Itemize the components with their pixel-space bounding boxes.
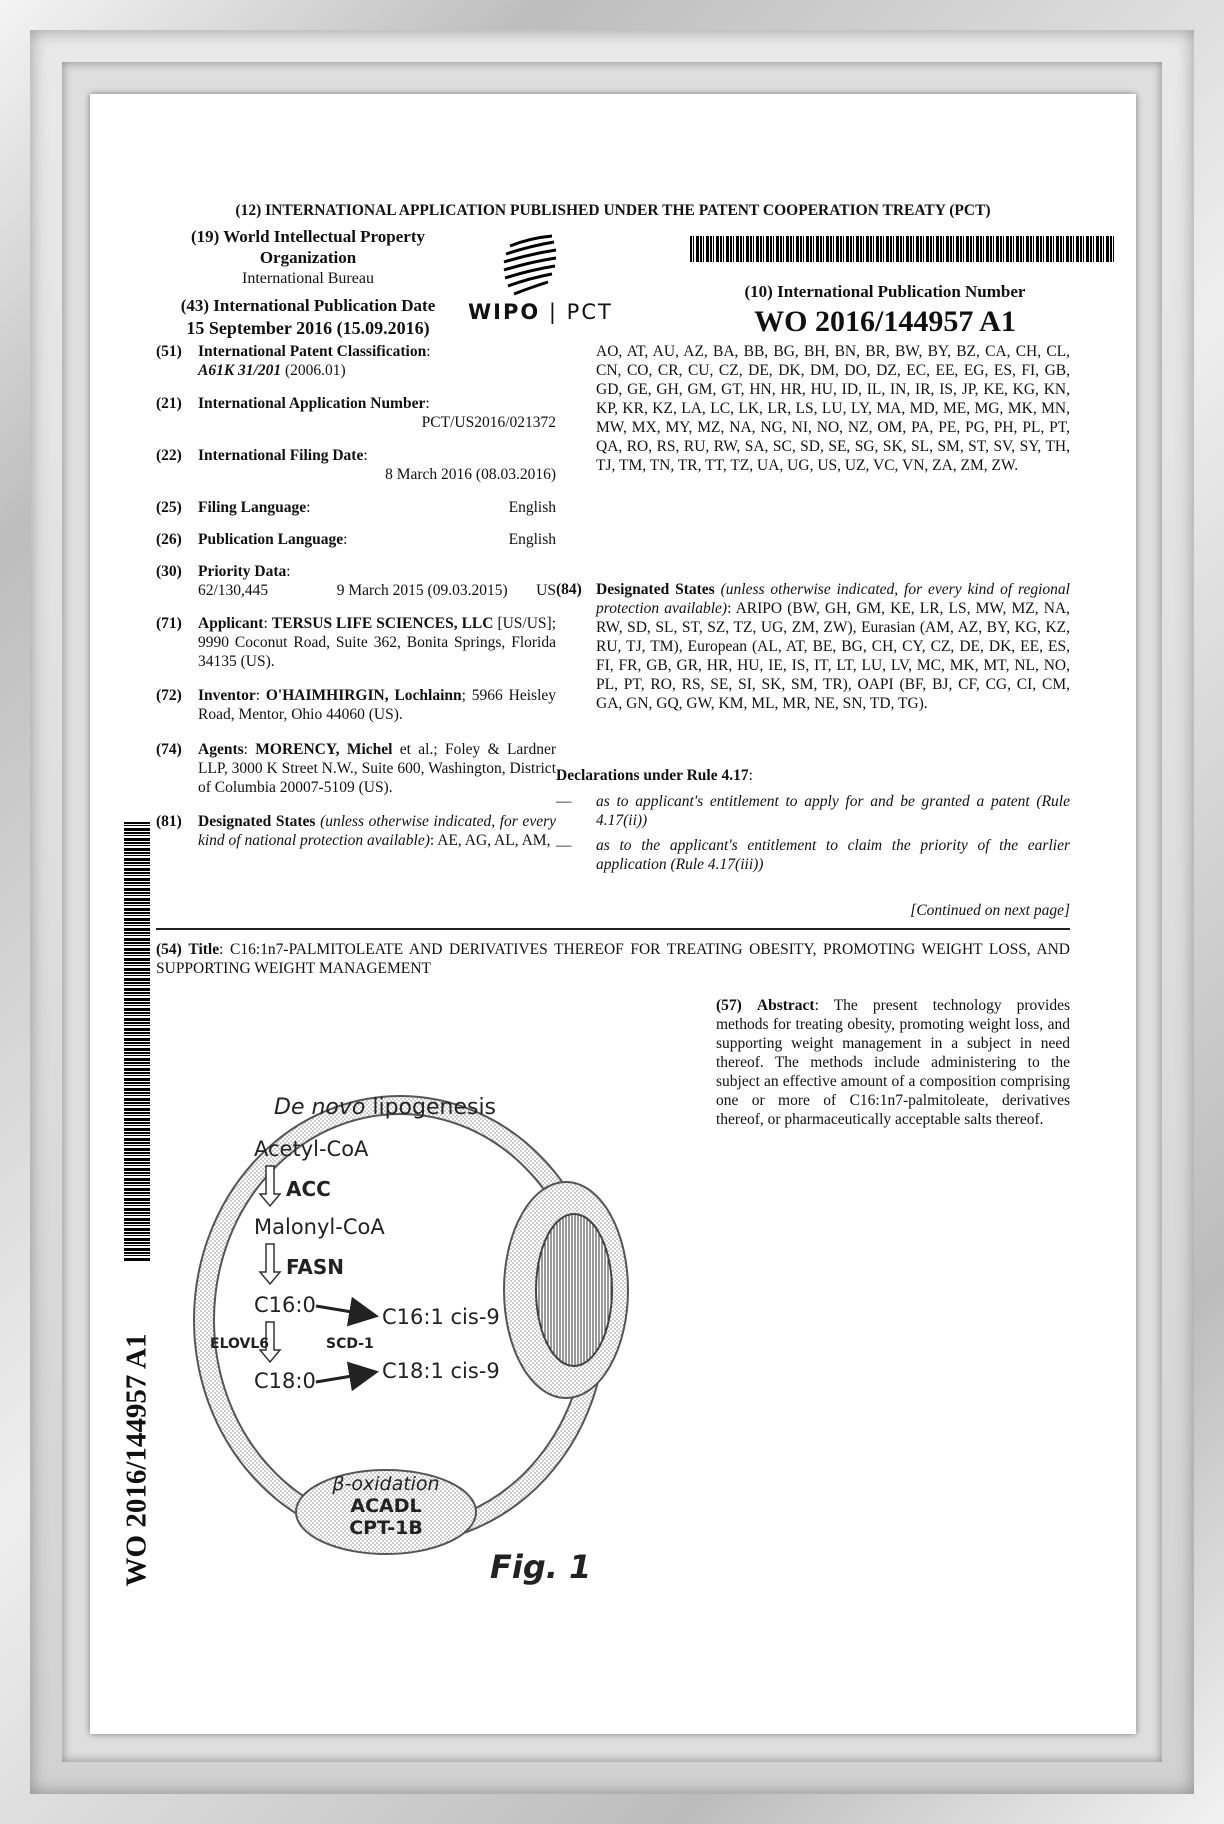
- agent-name: MORENCY, Michel: [255, 741, 393, 758]
- field-22-label: International Filing Date: [198, 447, 364, 464]
- field-22-num: (22): [156, 447, 182, 464]
- field-74-label: Agents: [198, 741, 244, 758]
- abstract-num: (57): [716, 997, 742, 1014]
- title-text: C16:1n7-PALMITOLEATE AND DERIVATIVES THEREOF FOR TREATING OBESITY, PROMOTING WEIGHT LOSS, AND SUPPORTING WEIGHT MANAGEMENT: [156, 941, 1070, 977]
- field-21: (21) International Application Number: PCT/US2016/021372: [156, 395, 556, 431]
- filing-language: English: [508, 499, 556, 516]
- states-list: AO, AT, AU, AZ, BA, BB, BG, BH, BN, BR, BW, BY, BZ, CA, CH, CL, CN, CO, CR, CU, CZ, DE, DK, DM, DO, DZ, EC, EE, EG, ES, FI, GB, GD, GE, GH, GM, GT, HN, HR, HU, ID, IL, IN, IR, IS, JP, KE, KG, KN, KP, KR, KZ, LA, LC, LK, LR, LS, LU, LY, MA, MD, ME, MG, MK, MN, MW, MX, MY, MZ, NA, NG, NI, NO, NZ, OM, PA, PE, PG, PH, PL, PT, QA, RO, RS, RU, RW, SA, SC, SD, SE, SG, SK, SL, SM, ST, SV, SY, TH, TJ, TM, TN, TR, TT, TZ, UA, UG, US, UZ, VC, VN, ZA, ZM, ZW.: [596, 343, 1070, 474]
- field-57: (57) Abstract: The present technology provides methods for treating obesity, promoting weight loss, and supporting weight management in a subject in need thereof. The methods include administering to the subject an effective amount of a composition comprising one or more of C16:1n7-palmitoleate, derivatives thereof, or pharmaceutically acceptable salts thereof.: [716, 997, 1071, 1128]
- field-74: (74) Agents: MORENCY, Michel et al.; Foley & Lardner LLP, 3000 K Street N.W., Suite 600, Washington, District of Columbia 20007-5109 (US).: [156, 741, 557, 796]
- organelle-inner: [536, 1214, 612, 1366]
- fig-scd1: SCD-1: [326, 1336, 374, 1352]
- field-71-num: (71): [156, 615, 182, 632]
- field-30-num: (30): [156, 563, 182, 580]
- fig-c161: C16:1 cis-9: [382, 1305, 500, 1329]
- field-51-label: International Patent Classification: [198, 343, 427, 360]
- field-84-states: : ARIPO (BW, GH, GM, KE, LR, LS, MW, MZ, NA, RW, SD, SL, ST, SZ, TZ, UG, ZM, ZW), Eurasian (AM, AZ, BY, KG, KZ, RU, TJ, TM), European (AL, AT, BE, BG, CH, CY, CZ, DE, DK, EE, ES, FI, FR, GB, GR, HR, HU, IE, IS, IT, LT, LU, LV, MC, MK, MT, NL, NO, PL, PT, RO, RS, SE, SI, SK, SM, TR), OAPI (BF, BJ, CF, CG, CI, CM, GA, GN, GQ, GW, KM, ML, MR, NE, SN, TD, TG).: [596, 600, 1070, 712]
- filing-date: 8 March 2016 (08.03.2016): [385, 466, 556, 483]
- applicant-address: [US/US]; 9990 Coconut Road, Suite 362, Bonita Springs, Florida 34135 (US).: [198, 615, 557, 670]
- wipo-org: [158, 226, 458, 289]
- field-71-label: Applicant: [198, 615, 264, 632]
- fig-acadl: ACADL: [350, 1495, 422, 1517]
- fig-malonyl: Malonyl-CoA: [254, 1215, 385, 1239]
- field-84-paren: (unless otherwise indicated, for every kind of regional protection available): [596, 581, 1070, 617]
- field-26: (26) Publication Language: English: [156, 531, 556, 548]
- decl-dash-1: —: [556, 793, 572, 810]
- priority-date: 9 March 2015 (09.03.2015): [336, 582, 508, 599]
- field-81-paren: (unless otherwise indicated, for every kind of national protection available): [198, 813, 556, 849]
- priority-app: 62/130,445: [198, 582, 269, 599]
- declarations: Declarations under Rule 4.17: — as to applicant's entitlement to apply for and be granted a patent (Rule 4.17(ii)) — as to the applicant's entitlement to claim the priority of the earlier application (Rule 4.17(iii)): [556, 767, 1070, 873]
- field-25-label: Filing Language: [198, 499, 307, 516]
- field-22: (22) International Filing Date: 8 March 2016 (08.03.2016): [156, 447, 556, 483]
- decl2-text: as to the applicant's entitlement to claim the priority of the earlier application (Rule 4.17(iii)): [596, 837, 1070, 873]
- fig-elovl6: ELOVL6: [210, 1336, 270, 1352]
- agent-address: et al.; Foley & Lardner LLP, 3000 K Street N.W., Suite 600, Washington, District of Columbia 20007-5109 (US).: [198, 741, 557, 796]
- top-barcode: [690, 236, 1114, 262]
- ipc-year: (2006.01): [284, 362, 346, 379]
- priority-country: US: [536, 582, 556, 599]
- figure-1: [190, 1044, 710, 1604]
- fig-boxid: β-oxidation: [332, 1473, 440, 1495]
- logo-wipo: WIPO: [468, 300, 541, 324]
- field-51: (51) International Patent Classification: A61K 31/201 (2006.01): [156, 343, 431, 379]
- field-25: (25) Filing Language: English: [156, 499, 556, 516]
- decl1-text: as to applicant's entitlement to apply for and be granted a patent (Rule 4.17(ii)): [596, 793, 1070, 829]
- fig-fasn: FASN: [286, 1255, 344, 1279]
- pub-number-block: [650, 282, 1120, 339]
- field-26-num: (26): [156, 531, 182, 548]
- org-line2: Organization: [259, 248, 357, 267]
- publication-language: English: [508, 531, 556, 548]
- header-line12: (12) INTERNATIONAL APPLICATION PUBLISHED UNDER THE PATENT COOPERATION TREATY (PCT): [235, 202, 991, 219]
- fig-acc: ACC: [286, 1177, 331, 1201]
- field-30: (30) Priority Data: 62/130,445 9 March 2015 (09.03.2015) US: [156, 563, 556, 599]
- field-21-num: (21): [156, 395, 182, 412]
- field-84-label: Designated States: [596, 581, 715, 598]
- field-81-num: (81): [156, 813, 182, 830]
- field-21-label: International Application Number: [198, 395, 426, 412]
- fig-acetyl: Acetyl-CoA: [254, 1137, 369, 1161]
- pubdate-value: 15 September 2016 (15.09.2016): [186, 318, 430, 338]
- fig-c180: C18:0: [254, 1369, 316, 1393]
- fig-c160: C16:0: [254, 1293, 316, 1317]
- fig-caption: Fig. 1: [490, 1548, 592, 1586]
- pubnum-label: (10) International Publication Number: [744, 282, 1026, 301]
- field-25-num: (25): [156, 499, 182, 516]
- title-num: (54): [156, 941, 182, 958]
- abstract-text: The present technology provides methods for treating obesity, promoting weight loss, and supporting weight management in a subject in need thereof. The methods include administering to the subject an effective amount of a composition comprising one or more of C16:1n7-palmitoleate, derivatives thereof, or pharmaceutically acceptable salts thereof.: [716, 997, 1071, 1128]
- decl-title: Declarations under Rule 4.17: [556, 767, 749, 784]
- pub-date-block: [158, 294, 458, 340]
- decl-dash-2: —: [556, 837, 572, 854]
- divider-line: [156, 928, 1070, 930]
- field-54: (54) Title: C16:1n7-PALMITOLEATE AND DERIVATIVES THEREOF FOR TREATING OBESITY, PROMOTING WEIGHT LOSS, AND SUPPORTING WEIGHT MANAGEMENT: [156, 941, 1070, 977]
- side-barcode: [124, 822, 150, 1262]
- pubnum-value: WO 2016/144957 A1: [754, 305, 1016, 338]
- field-81-label: Designated States: [198, 813, 316, 830]
- field-72: (72) Inventor: O'HAIMHIRGIN, Lochlainn; 5966 Heisley Road, Mentor, Ohio 44060 (US).: [156, 687, 557, 723]
- fig-cpt: CPT-1B: [349, 1517, 423, 1539]
- declaration-1: [556, 792, 1070, 830]
- declaration-2: [556, 836, 1070, 874]
- wipo-logo: [460, 224, 613, 324]
- abstract-label: Abstract: [756, 997, 815, 1014]
- fig-title-italic: De novo: [274, 1095, 366, 1120]
- field-72-num: (72): [156, 687, 182, 704]
- bureau: International Bureau: [242, 270, 374, 287]
- field-72-label: Inventor: [198, 687, 256, 704]
- logo-pct: PCT: [566, 300, 613, 324]
- wipo-logo-text: WIPO | PCT: [468, 300, 613, 324]
- field-84-num: (84): [556, 581, 582, 598]
- inventor-address: ; 5966 Heisley Road, Mentor, Ohio 44060 (US).: [198, 687, 557, 723]
- field-71: (71) Applicant: TERSUS LIFE SCIENCES, LLC [US/US]; 9990 Coconut Road, Suite 362, Bonita Springs, Florida 34135 (US).: [156, 615, 557, 670]
- field-51-num: (51): [156, 343, 182, 360]
- patent-page: [90, 94, 1136, 1734]
- field-74-num: (74): [156, 741, 182, 758]
- states-continued: [592, 342, 1070, 475]
- side-label: WO 2016/144957 A1: [120, 1333, 153, 1587]
- pubdate-label: (43) International Publication Date: [180, 296, 436, 315]
- applicant-name: TERSUS LIFE SCIENCES, LLC: [271, 615, 494, 632]
- inventor-name: O'HAIMHIRGIN, Lochlainn: [265, 687, 462, 704]
- fig-title-rest: lipogenesis: [372, 1095, 497, 1120]
- field-30-label: Priority Data: [198, 563, 287, 580]
- field-26-label: Publication Language: [198, 531, 344, 548]
- org-line1: (19) World Intellectual Property: [190, 227, 426, 246]
- ipc-code: A61K 31/201: [198, 362, 282, 379]
- fig-c181: C18:1 cis-9: [382, 1359, 500, 1383]
- field-84: [556, 580, 1070, 713]
- field-81-states: : AE, AG, AL, AM,: [429, 832, 551, 849]
- field-81: [156, 812, 556, 850]
- fig-title: [274, 1095, 496, 1120]
- continued-note: [Continued on next page]: [910, 902, 1070, 919]
- title-label: Title: [188, 941, 220, 958]
- app-number: PCT/US2016/021372: [421, 414, 556, 431]
